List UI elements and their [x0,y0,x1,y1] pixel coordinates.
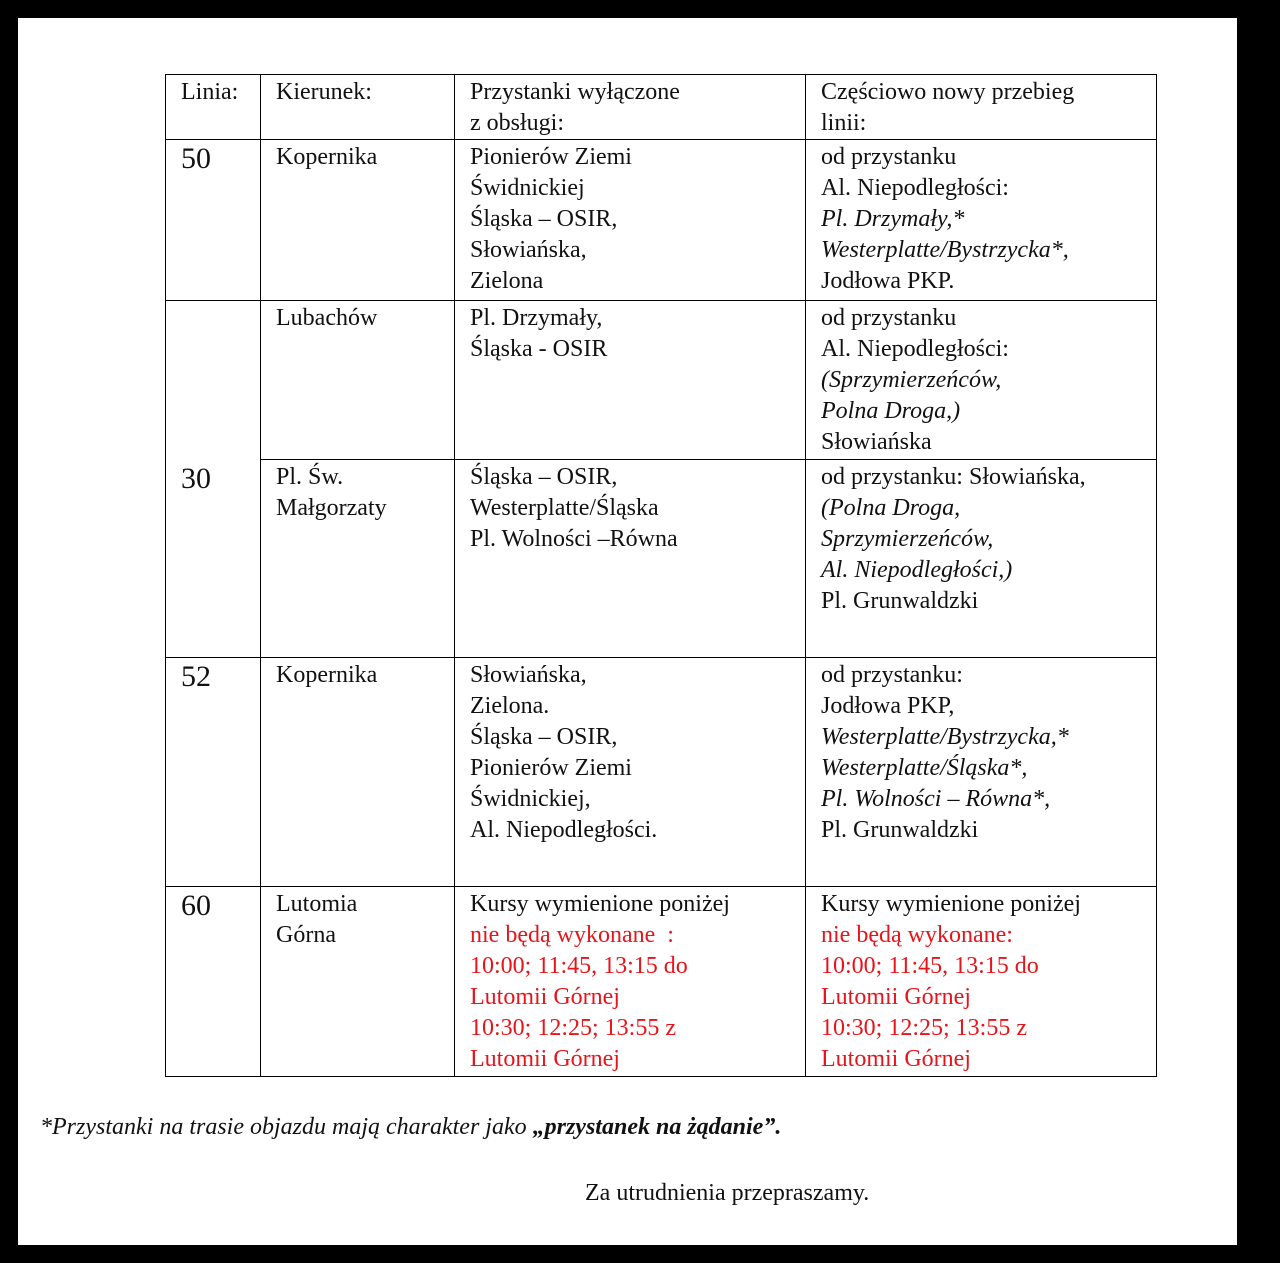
header-linia: Linia: [166,75,261,140]
header-kierunek: Kierunek: [261,75,455,140]
excluded-stops-cell: Kursy wymienione poniżej nie będą wykonane : 10:00; 11:45, 13:15 do Lutomii Górnej 10:30; 12:25; 13:55 z Lutomii Górnej [455,887,806,1077]
table-header-row [166,75,1157,140]
new-route-cell: od przystanku Al. Niepodległości: Pl. Drzymały,* Westerplatte/Bystrzycka*, Jodłowa PKP. [806,140,1157,301]
direction-cell: Kopernika [261,140,455,301]
header-new-route: Częściowo nowy przebieg linii: [806,75,1157,140]
detour-schedule-table [165,74,1157,1077]
new-route-cell: Kursy wymienione poniżej nie będą wykonane: 10:00; 11:45, 13:15 do Lutomii Górnej 10:30; 12:25; 13:55 z Lutomii Górnej [806,887,1157,1077]
line-number: 60 [166,887,261,1077]
header-excluded-stops: Przystanki wyłączone z obsługi: [455,75,806,140]
direction-cell: Lutomia Górna [261,887,455,1077]
footnote [40,1114,781,1141]
new-route-cell: od przystanku Al. Niepodległości: (Sprzymierzeńców, Polna Droga,) Słowiańska [806,301,1157,460]
excluded-stops-cell: Pionierów Ziemi Świdnickiej Śląska – OSIR, Słowiańska, Zielona [455,140,806,301]
table-row [166,658,1157,887]
table-row [166,460,1157,658]
new-route-cell: od przystanku: Słowiańska, (Polna Droga, Sprzymierzeńców, Al. Niepodległości,) Pl. Grunwaldzki [806,460,1157,658]
apology-text: Za utrudnienia przepraszamy. [585,1180,870,1206]
direction-cell: Kopernika [261,658,455,887]
line-number: 30 [166,301,261,658]
line-number: 50 [166,140,261,301]
excluded-stops-cell: Pl. Drzymały, Śląska - OSIR [455,301,806,460]
direction-cell: Pl. Św. Małgorzaty [261,460,455,658]
table-row [166,301,1157,460]
excluded-stops-cell: Śląska – OSIR, Westerplatte/Śląska Pl. Wolności –Równa [455,460,806,658]
new-route-cell: od przystanku: Jodłowa PKP, Westerplatte/Bystrzycka,* Westerplatte/Śląska*, Pl. Wolności – Równa*, Pl. Grunwaldzki [806,658,1157,887]
direction-cell: Lubachów [261,301,455,460]
line-number: 52 [166,658,261,887]
table-row [166,140,1157,301]
excluded-stops-cell: Słowiańska, Zielona. Śląska – OSIR, Pionierów Ziemi Świdnickiej, Al. Niepodległości. [455,658,806,887]
table-row [166,887,1157,1077]
footnote-text: *Przystanki na trasie objazdu mają charakter jako [40,1114,533,1140]
footnote-emphasis: „przystanek na żądanie”. [532,1114,782,1140]
document-page [18,18,1237,1245]
